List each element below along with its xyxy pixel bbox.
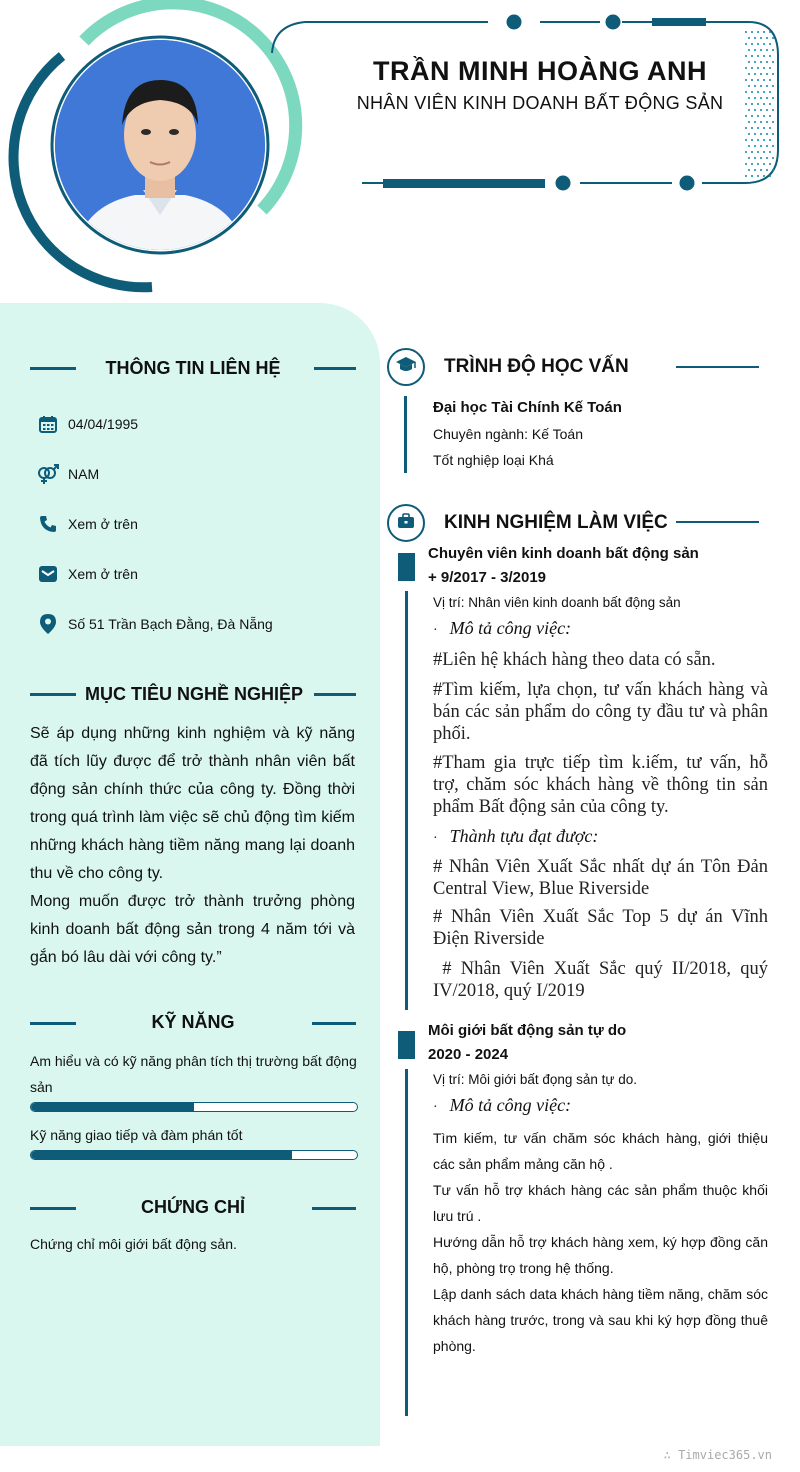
- certificate-item: Chứng chỉ môi giới bất động sản.: [30, 1236, 237, 1252]
- decor-dot: [769, 175, 771, 177]
- decor-dot: [751, 115, 753, 117]
- divider: [676, 521, 759, 523]
- job-description-item: Tìm kiếm, tư vấn chăm sóc khách hàng, giới thiệu các sản phẩm mảng căn hộ .: [433, 1130, 768, 1172]
- job-period: + 9/2017 - 3/2019: [428, 569, 547, 586]
- decor-dot: [754, 37, 756, 39]
- decor-dot: [748, 37, 750, 39]
- decor-dot: [757, 43, 759, 45]
- timeline-line: [404, 396, 407, 473]
- description-label: Mô tả công việc:: [449, 618, 572, 638]
- decor-dot: [760, 169, 762, 171]
- education-school: Đại học Tài Chính Kế Toán: [433, 399, 622, 416]
- decor-dot: [769, 163, 771, 165]
- contact-item-gender: [36, 462, 99, 486]
- decor-dot: [766, 121, 768, 123]
- decor-dot: [760, 133, 762, 135]
- decor-dot: [772, 169, 774, 171]
- watermark-text: Timviec365.vn: [678, 1448, 772, 1462]
- objective-paragraph: Mong muốn được trở thành trưởng phòng kinh doanh bất động sản trong 4 năm tới và gắn bó lâu dài với công ty.”: [30, 893, 355, 966]
- decor-dot: [760, 157, 762, 159]
- education-grade: Tốt nghiệp loại Khá: [433, 452, 554, 468]
- education-icon-badge: [387, 348, 425, 386]
- decor-dot: [754, 49, 756, 51]
- job-title: Môi giới bất động sản tự do: [428, 1022, 627, 1039]
- timeline-line: [405, 1069, 408, 1416]
- decor-dot: [763, 163, 765, 165]
- decor-dot: [760, 49, 762, 51]
- divider: [312, 1207, 356, 1210]
- skill-progress-bar: [30, 1102, 358, 1112]
- decor-dot: [757, 127, 759, 129]
- decor-dot: [757, 31, 759, 33]
- certificates-section-title: CHỨNG CHỈ: [141, 1197, 245, 1217]
- decor-dot: [751, 151, 753, 153]
- profile-photo-icon: [55, 40, 265, 250]
- decor-dot: [757, 163, 759, 165]
- decor-dot: [763, 127, 765, 129]
- decor-dot: [760, 121, 762, 123]
- job-achievement-item: # Nhân Viên Xuất Sắc nhất dự án Tôn Đản Central View, Blue Riverside: [433, 857, 768, 899]
- decor-dot: [754, 145, 756, 147]
- candidate-name: TRẦN MINH HOÀNG ANH: [373, 56, 707, 86]
- contact-value: Xem ở trên: [68, 516, 138, 532]
- decor-dot: [745, 127, 747, 129]
- decor-dot: [748, 157, 750, 159]
- decor-dot: [745, 31, 747, 33]
- achievement-label: Thành tựu đạt được:: [449, 826, 599, 846]
- decor-dot: [763, 31, 765, 33]
- decor-dot: [754, 133, 756, 135]
- objective-section-title: MỤC TIÊU NGHỀ NGHIỆP: [84, 684, 303, 704]
- job-achievement-item: # Nhân Viên Xuất Sắc quý II/2018, quý IV/2018, quý I/2019: [433, 959, 773, 1001]
- decor-dot: [763, 139, 765, 141]
- decor-dot: [751, 31, 753, 33]
- decor-dot: [769, 31, 771, 33]
- divider: [30, 1207, 76, 1210]
- job-description-item: Tư vấn hỗ trợ khách hàng các sản phẩm thuộc khối lưu trú .: [433, 1182, 768, 1224]
- contact-value: NAM: [68, 466, 100, 482]
- decor-dot: [772, 145, 774, 147]
- experience-icon-badge: [387, 504, 425, 542]
- decor-dot: [754, 169, 756, 171]
- skill-progress-fill: [31, 1151, 292, 1159]
- contact-item-address: [36, 612, 273, 636]
- decor-dot: [754, 157, 756, 159]
- job-period: 2020 - 2024: [428, 1046, 509, 1063]
- job-description-item: #Liên hệ khách hàng theo data có sẵn.: [433, 650, 716, 670]
- decor-dot: [760, 145, 762, 147]
- job-description-label: · Mô tả công việc:: [433, 618, 572, 638]
- candidate-job-title: NHÂN VIÊN KINH DOANH BẤT ĐỘNG SẢN: [356, 93, 724, 113]
- decor-dot: [745, 151, 747, 153]
- gender-icon: [36, 462, 60, 486]
- divider: [314, 367, 356, 370]
- phone-icon: [36, 512, 60, 536]
- skill-label: Am hiểu và có kỹ năng phân tích thị trường bất động sản: [30, 1053, 357, 1095]
- objective-text: [30, 720, 355, 972]
- job-description-item: Hướng dẫn hỗ trợ khách hàng xem, ký hợp đồng căn hộ, phòng trọ trong hệ thống.: [433, 1234, 768, 1276]
- decor-dot: [760, 37, 762, 39]
- avatar: [55, 40, 265, 250]
- decor-dot: [769, 127, 771, 129]
- education-section-title: TRÌNH ĐỘ HỌC VẤN: [444, 356, 629, 377]
- decor-dot: [754, 121, 756, 123]
- decor-dot: [763, 151, 765, 153]
- decor-dot: [751, 43, 753, 45]
- job-description-item: Lập danh sách data khách hàng tiềm năng, chăm sóc khách hàng trước, trong và sau khi ký hợp đồng thuê phòng.: [433, 1286, 768, 1354]
- watermark: ∴ Timviec365.vn: [663, 1448, 772, 1462]
- decor-dot: [763, 115, 765, 117]
- education-major: Chuyên ngành: Kế Toán: [433, 426, 583, 442]
- job-position: Vị trí: Môi giới bất đọng sản tự do.: [433, 1072, 637, 1087]
- decor-dot: [745, 175, 747, 177]
- contact-value: 04/04/1995: [68, 416, 139, 432]
- decor-dot: [748, 121, 750, 123]
- decor-dot: [763, 175, 765, 177]
- skills-section-title: KỸ NĂNG: [151, 1012, 235, 1032]
- description-label: Mô tả công việc:: [449, 1095, 572, 1115]
- contact-item-birthday: [36, 412, 138, 436]
- contact-value: Số 51 Trần Bạch Đằng, Đà Nẵng: [68, 616, 273, 632]
- decor-dot: [769, 139, 771, 141]
- timeline-marker: [398, 1031, 415, 1059]
- divider: [30, 367, 76, 370]
- job-achievement-item: # Nhân Viên Xuất Sắc Top 5 dự án Vĩnh Điện Riverside: [433, 907, 768, 949]
- job-achievement-label: · Thành tựu đạt được:: [433, 826, 599, 846]
- decor-dot: [772, 157, 774, 159]
- contact-item-email: [36, 562, 138, 586]
- decor-dot: [766, 37, 768, 39]
- decor-dot: [769, 43, 771, 45]
- decor-dot: [769, 115, 771, 117]
- decor-dot: [766, 169, 768, 171]
- timeline-marker: [398, 553, 415, 581]
- divider: [30, 1022, 76, 1025]
- job-title: Chuyên viên kinh doanh bất động sản: [428, 545, 699, 562]
- job-description-label: · Mô tả công việc:: [433, 1095, 572, 1115]
- job-description-item: #Tìm kiếm, lựa chọn, tư vấn khách hàng và bán các sản phẩm do công ty đầu tư và phân phối.: [433, 680, 768, 744]
- decor-dot: [751, 163, 753, 165]
- decor-dot: [748, 133, 750, 135]
- skill-label: Kỹ năng giao tiếp và đàm phán tốt: [30, 1127, 243, 1143]
- contact-section-title: THÔNG TIN LIÊN HỆ: [105, 358, 281, 378]
- decor-dot: [751, 175, 753, 177]
- briefcase-icon: [397, 513, 415, 534]
- decor-dot: [772, 133, 774, 135]
- contact-item-phone: [36, 512, 138, 536]
- timeline-line: [405, 591, 408, 1010]
- skill-progress-bar: [30, 1150, 358, 1160]
- calendar-icon: [36, 412, 60, 436]
- decor-dot: [751, 127, 753, 129]
- decor-dot: [745, 139, 747, 141]
- divider: [30, 693, 76, 696]
- divider: [312, 1022, 356, 1025]
- divider: [676, 366, 759, 368]
- objective-paragraph: Sẽ áp dụng những kinh nghiệm và kỹ năng đã tích lũy được để trở thành nhân viên bất động sản chính thức của công ty. Đồng thời trong quá trình làm việc sẽ chủ động tìm kiếm những khách hàng tiềm năng mang lại doanh thu về cho công ty.: [30, 725, 355, 882]
- decor-dot: [748, 145, 750, 147]
- decor-dot: [745, 163, 747, 165]
- decor-dot: [751, 139, 753, 141]
- decor-dot: [763, 43, 765, 45]
- decor-dot: [757, 175, 759, 177]
- decor-dot: [772, 37, 774, 39]
- decor-dot: [745, 43, 747, 45]
- location-pin-icon: [36, 612, 60, 636]
- decor-dot: [757, 151, 759, 153]
- decor-dot: [766, 157, 768, 159]
- email-icon: [36, 562, 60, 586]
- decor-dot: [748, 169, 750, 171]
- decor-dot: [757, 139, 759, 141]
- decor-dot: [772, 49, 774, 51]
- decor-dot: [748, 49, 750, 51]
- decor-dot: [766, 133, 768, 135]
- decor-dot: [772, 121, 774, 123]
- decor-dot: [757, 115, 759, 117]
- skill-progress-fill: [31, 1103, 194, 1111]
- graduation-cap-icon: [395, 356, 417, 379]
- decor-dot: [769, 151, 771, 153]
- decor-dot: [766, 49, 768, 51]
- contact-value: Xem ở trên: [68, 566, 138, 582]
- decor-dot: [745, 115, 747, 117]
- decor-dot: [766, 145, 768, 147]
- job-description-item: #Tham gia trực tiếp tìm k.iếm, tư vấn, hỗ trợ, chăm sóc khách hàng về thông tin sản phẩm Bất động sản của công ty.: [433, 753, 768, 817]
- job-position: Vị trí: Nhân viên kinh doanh bất động sản: [433, 595, 681, 610]
- experience-section-title: KINH NGHIỆM LÀM VIỆC: [444, 512, 668, 533]
- divider: [314, 693, 356, 696]
